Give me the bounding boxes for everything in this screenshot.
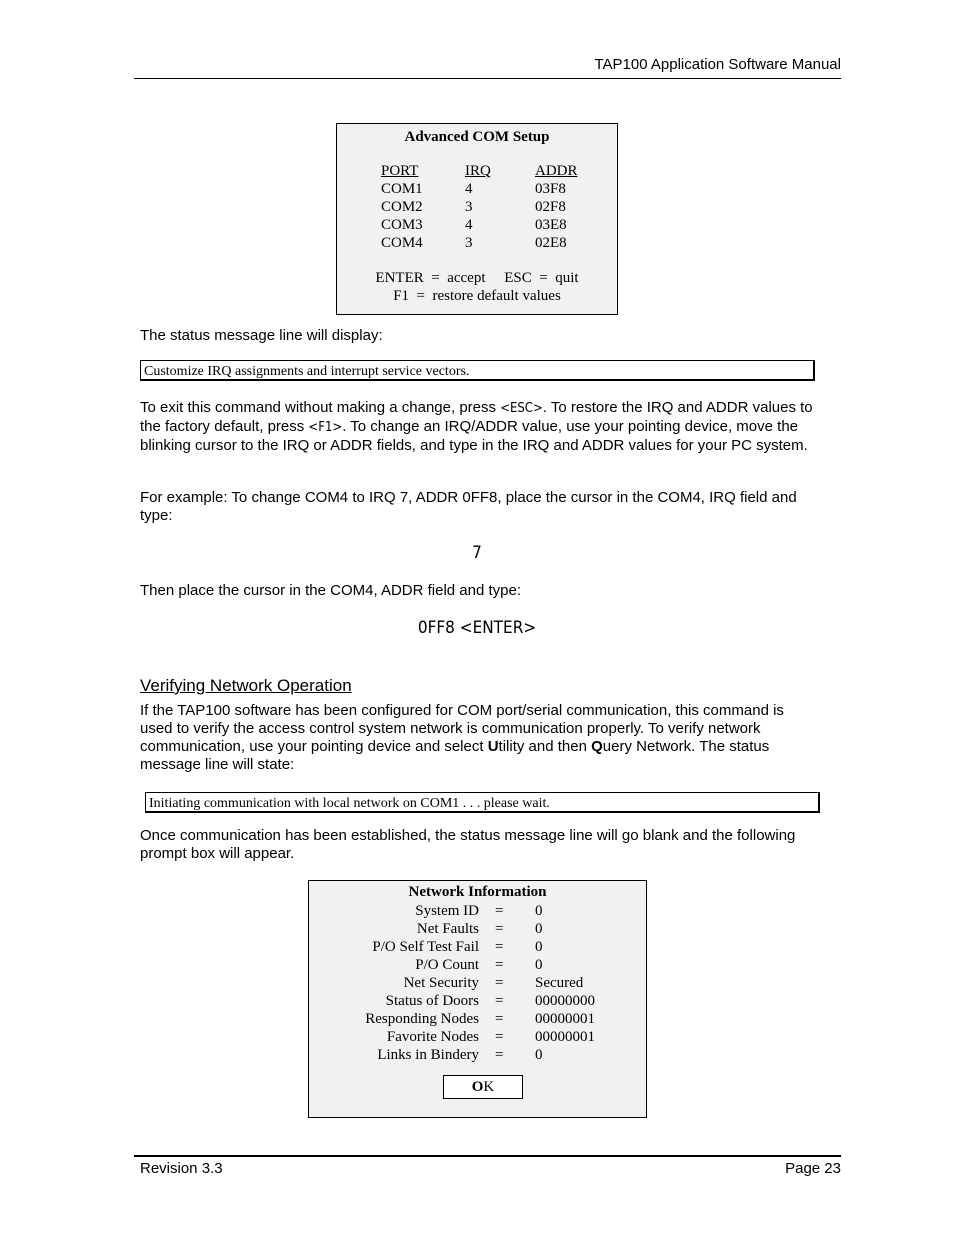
info-row: Net Faults = 0 [416,921,543,937]
info-row: System ID = 0 [415,903,543,919]
then-text: Then place the cursor in the COM4, ADDR field and type: [140,582,522,599]
col-addr-header: ADDR [535,163,578,179]
addr-field[interactable]: 03E8 [535,217,567,233]
com-row [381,180,578,198]
col-irq-header: IRQ [465,163,491,179]
irq-field[interactable]: 4 [465,217,473,233]
command-example-addr: 0FF8 <ENTER> [417,618,537,638]
info-row: Status of Doors = 00000000 [385,993,595,1009]
info-row: P/O Count = 0 [415,957,543,973]
addr-field[interactable]: 02E8 [535,235,567,251]
info-row: P/O Self Test Fail = 0 [372,939,543,955]
port-cell: COM1 [381,181,423,197]
irq-field[interactable]: 3 [465,235,473,251]
addr-field[interactable]: 03F8 [535,181,566,197]
key-hint-restore: F1 = restore default values [393,288,561,304]
com-row [381,234,578,252]
footer-page-number: Page 23 [785,1160,841,1177]
port-cell: COM3 [381,217,423,233]
esc-key: <ESC> [500,401,543,416]
header-title: TAP100 Application Software Manual [594,56,841,73]
port-cell: COM2 [381,199,423,215]
network-info-title: Network Information [408,884,547,900]
status-message-line: Initiating communication with local network on COM1 . . . please wait. [145,792,820,813]
col-port-header: PORT [381,163,419,179]
network-info-dialog [308,880,647,1118]
info-row: Links in Bindery = 0 [377,1047,543,1063]
info-row: Favorite Nodes = 00000001 [386,1029,595,1045]
footer-rule [134,1155,841,1157]
footer-revision: Revision 3.3 [140,1160,223,1177]
section-heading: Verifying Network Operation [140,676,352,695]
once-text: Once communication has been established, the status message line will go blank and the following prompt box will appear. [140,827,796,862]
ok-button[interactable]: OK [443,1075,523,1099]
com-setup-dialog [336,123,618,315]
irq-field[interactable]: 3 [465,199,473,215]
utility-mnemonic: U [487,738,499,755]
header-rule [134,78,841,79]
port-cell: COM4 [381,235,423,251]
addr-field[interactable]: 02F8 [535,199,566,215]
irq-field[interactable]: 4 [465,181,473,197]
info-row: Responding Nodes = 00000001 [365,1011,595,1027]
example-text: For example: To change COM4 to IRQ 7, ADDR 0FF8, place the cursor in the COM4, IRQ field and type: [140,489,797,524]
com-row [381,216,578,234]
key-hint-accept-quit: ENTER = accept ESC = quit [375,270,579,286]
com-setup-title: Advanced COM Setup [404,129,550,145]
command-example-irq: 7 [472,543,482,563]
query-mnemonic: Q [591,738,603,755]
info-row: Net Security = Secured [403,975,584,991]
exit-instructions: To exit this command without making a change, press <ESC>. To restore the IRQ and ADDR values to the factory default, press <F1>. To change an IRQ/ADDR value, use your pointing device, move the blinking cursor to the IRQ or ADDR fields, and type in the IRQ and ADDR values for your PC system. [140,399,813,454]
verify-text: If the TAP100 software has been configured for COM port/serial communication, this command is used to verify the access control system network is communication properly. To verify network communication, use your pointing device and select Utility and then Query Network. The status message line will state: [140,702,784,773]
f1-key: <F1> [308,420,343,435]
status-message-line: Customize IRQ assignments and interrupt service vectors. [140,360,815,381]
com-row [381,198,578,216]
com-setup-table [381,162,578,252]
status-intro-text: The status message line will display: [140,327,383,344]
